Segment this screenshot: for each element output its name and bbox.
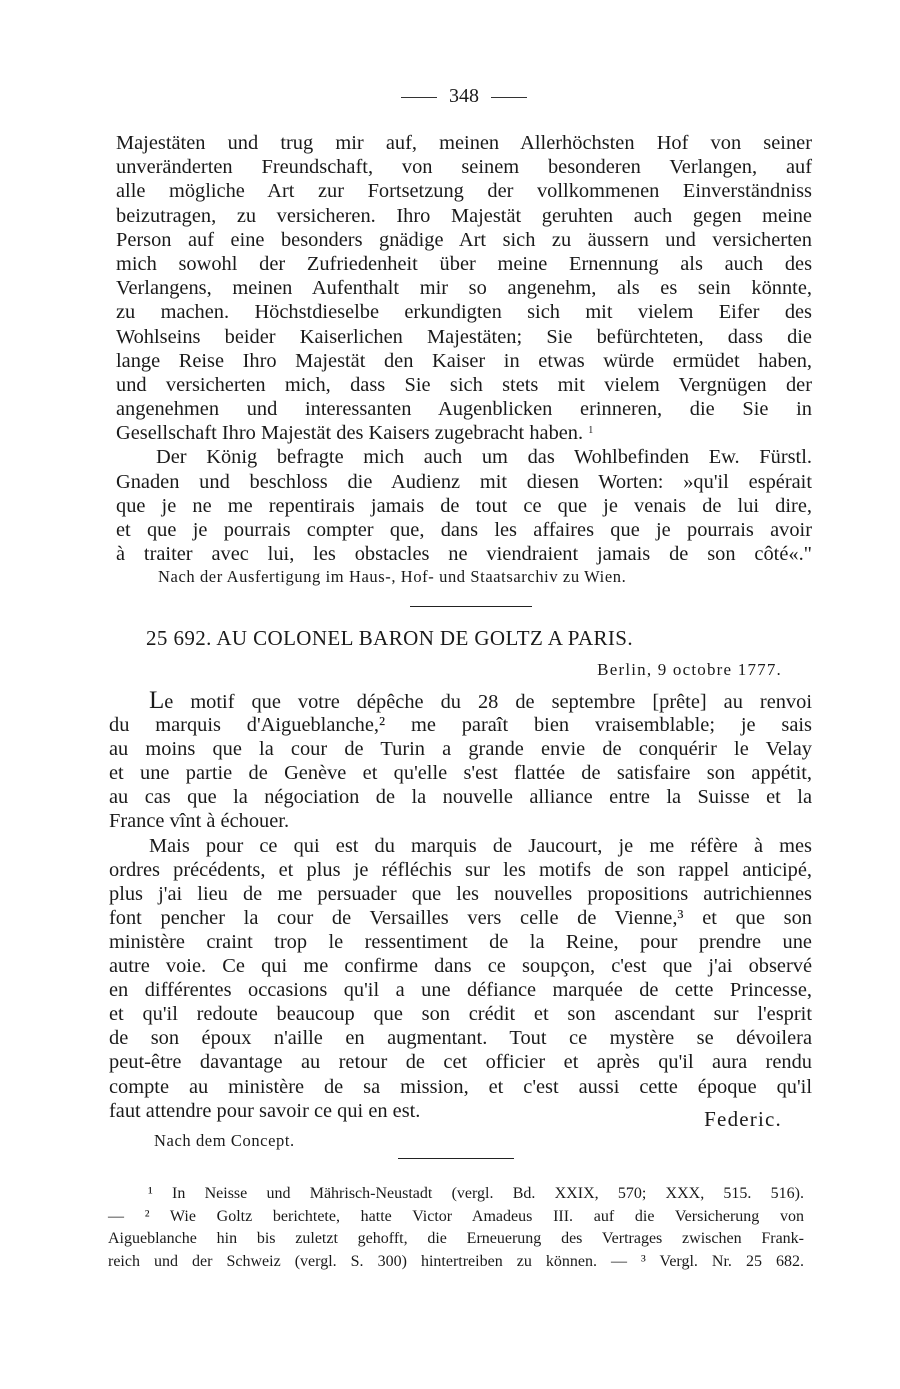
- text-line: angenehmen und interessanten Augenblicken erinneren, die Sie in: [116, 398, 812, 421]
- text-line: und versicherten mich, dass Sie sich stets mit vielem Vergnügen der: [116, 373, 812, 396]
- text-line: au cas que la négociation de la nouvelle alliance entre la Suisse et la: [109, 786, 812, 809]
- text-line: alle mögliche Art zur Fortsetzung der vollkommenen Einverständniss: [116, 180, 812, 203]
- text-line: de son époux n'aille en augmentant. Tout ce mystère se dévoilera: [109, 1027, 812, 1050]
- text-line-content: e motif que votre dépêche du 28 de septembre [prête] au renvoi: [164, 691, 812, 713]
- text-line: Der König befragte mich auch um das Wohlbefinden Ew. Fürstl.: [156, 446, 812, 469]
- text-line-content: Gesellschaft Ihro Majestät des Kaisers zugebracht haben.: [116, 422, 584, 445]
- page-number: 348: [449, 85, 479, 107]
- text-line: au moins que la cour de Turin a grande envie de conquérir le Velay: [109, 738, 812, 761]
- text-line: à traiter avec lui, les obstacles ne viendraient jamais de son côté«.": [116, 543, 812, 566]
- page-number-header: [116, 84, 812, 108]
- text-line: et qu'il redoute beaucoup que son crédit et son ascendant sur l'esprit: [109, 1003, 812, 1026]
- text-line: Verlangens, meinen Aufenthalt mir so angenehm, als es sein könnte,: [116, 277, 812, 300]
- text-line: Person auf eine besonders gnädige Art sich zu äussern und versicherten: [116, 228, 812, 251]
- page-number-dash-right: [491, 97, 527, 98]
- letter-text: [109, 689, 812, 1123]
- drop-cap: L: [149, 687, 165, 714]
- letter-number: 25 692.: [146, 626, 212, 650]
- text-line: font pencher la cour de Versailles vers celle de Vienne,³ et que son: [109, 906, 812, 929]
- text-line: lange Reise Ihro Majestät den Kaiser in etwas würde ermüdet haben,: [116, 349, 812, 372]
- footnote-line: ¹ In Neisse und Mährisch-Neustadt (vergl. Bd. XXIX, 570; XXX, 515. 516).: [148, 1185, 804, 1202]
- text-line: du marquis d'Aigueblanche,² me paraît bien vraisemblable; je sais: [109, 714, 812, 737]
- text-line: mich sowohl der Zufriedenheit über meine Ernennung als auch des: [116, 252, 812, 275]
- page-number-dash-left: [401, 97, 437, 98]
- text-line: compte au ministère de sa mission, et c'est aussi cette époque qu'il: [109, 1075, 812, 1098]
- text-line: et que je pourrais compter que, dans les affaires que je pourrais avoir: [116, 519, 812, 541]
- footnote-line: reich und der Schweiz (vergl. S. 300) hintertreiben zu können. — ³ Vergl. Nr. 25 682.: [108, 1252, 804, 1270]
- text-line: [116, 421, 812, 445]
- section-divider: [410, 606, 532, 607]
- text-line: faut attendre pour savoir ce qui en est.: [109, 1099, 421, 1122]
- text-line: autre voie. Ce qui me confirme dans ce soupçon, c'est que j'ai observé: [109, 955, 812, 978]
- report-text: [116, 131, 812, 566]
- text-line: [109, 689, 812, 713]
- text-line: France vînt à échouer.: [109, 810, 290, 833]
- text-line: beizutragen, zu versicheren. Ihro Majestät geruhten auch gegen meine: [116, 204, 812, 227]
- footnote-line: — ² Wie Goltz berichtete, hatte Victor Amadeus III. auf die Versicherung von: [108, 1207, 804, 1225]
- text-line: unveränderten Freundschaft, von seinem besonderen Verlangen, auf: [116, 156, 812, 179]
- text-line: et une partie de Genève et qu'elle s'est flattée de satisfaire son appétit,: [109, 762, 812, 785]
- footnote-line: Aigueblanche hin bis zuletzt gehofft, die Erneuerung des Vertrages zwischen Frank-: [108, 1230, 804, 1248]
- text-line: ordres précédents, et plus je réfléchis sur les motifs de son rappel anticipé,: [109, 858, 812, 881]
- footnote-marker: 1: [588, 425, 594, 437]
- text-line: ministère craint trop le ressentiment de la Reine, pour prendre une: [109, 930, 812, 953]
- concept-note: Nach dem Concept.: [154, 1131, 295, 1150]
- text-line: zu machen. Höchstdieselbe erkundigten sich mit vielem Eifer des: [116, 301, 812, 324]
- text-line: Majestäten und trug mir auf, meinen Allerhöchsten Hof von seiner: [116, 132, 812, 154]
- text-line: Mais pour ce qui est du marquis de Jaucourt, je me réfère à mes: [149, 834, 812, 857]
- footnotes: [108, 1183, 804, 1273]
- letter-heading: [146, 624, 812, 652]
- letter-title: AU COLONEL BARON DE GOLTZ A PARIS.: [216, 626, 634, 650]
- source-note: Nach der Ausfertigung im Haus-, Hof- und Staatsarchiv zu Wien.: [158, 567, 627, 586]
- dateline: Berlin, 9 octobre 1777.: [597, 660, 782, 679]
- text-line: peut-être davantage au retour de cet officier et après qu'il aura rendu: [109, 1051, 812, 1074]
- signature: Federic.: [704, 1107, 782, 1131]
- text-line: plus j'ai lieu de me persuader que les nouvelles propositions autrichiennes: [109, 882, 812, 905]
- footnote-divider: [398, 1158, 514, 1159]
- text-line: que je ne me repentirais jamais de tout ce que je venais de lui dire,: [116, 494, 812, 517]
- text-line: Gnaden und beschloss die Audienz mit diesen Worten: »qu'il espérait: [116, 470, 812, 493]
- text-line: Wohlseins beider Kaiserlichen Majestäten; Sie befürchteten, dass die: [116, 325, 812, 348]
- text-line: en différentes occasions qu'il a une défiance marquée de cette Princesse,: [109, 979, 812, 1002]
